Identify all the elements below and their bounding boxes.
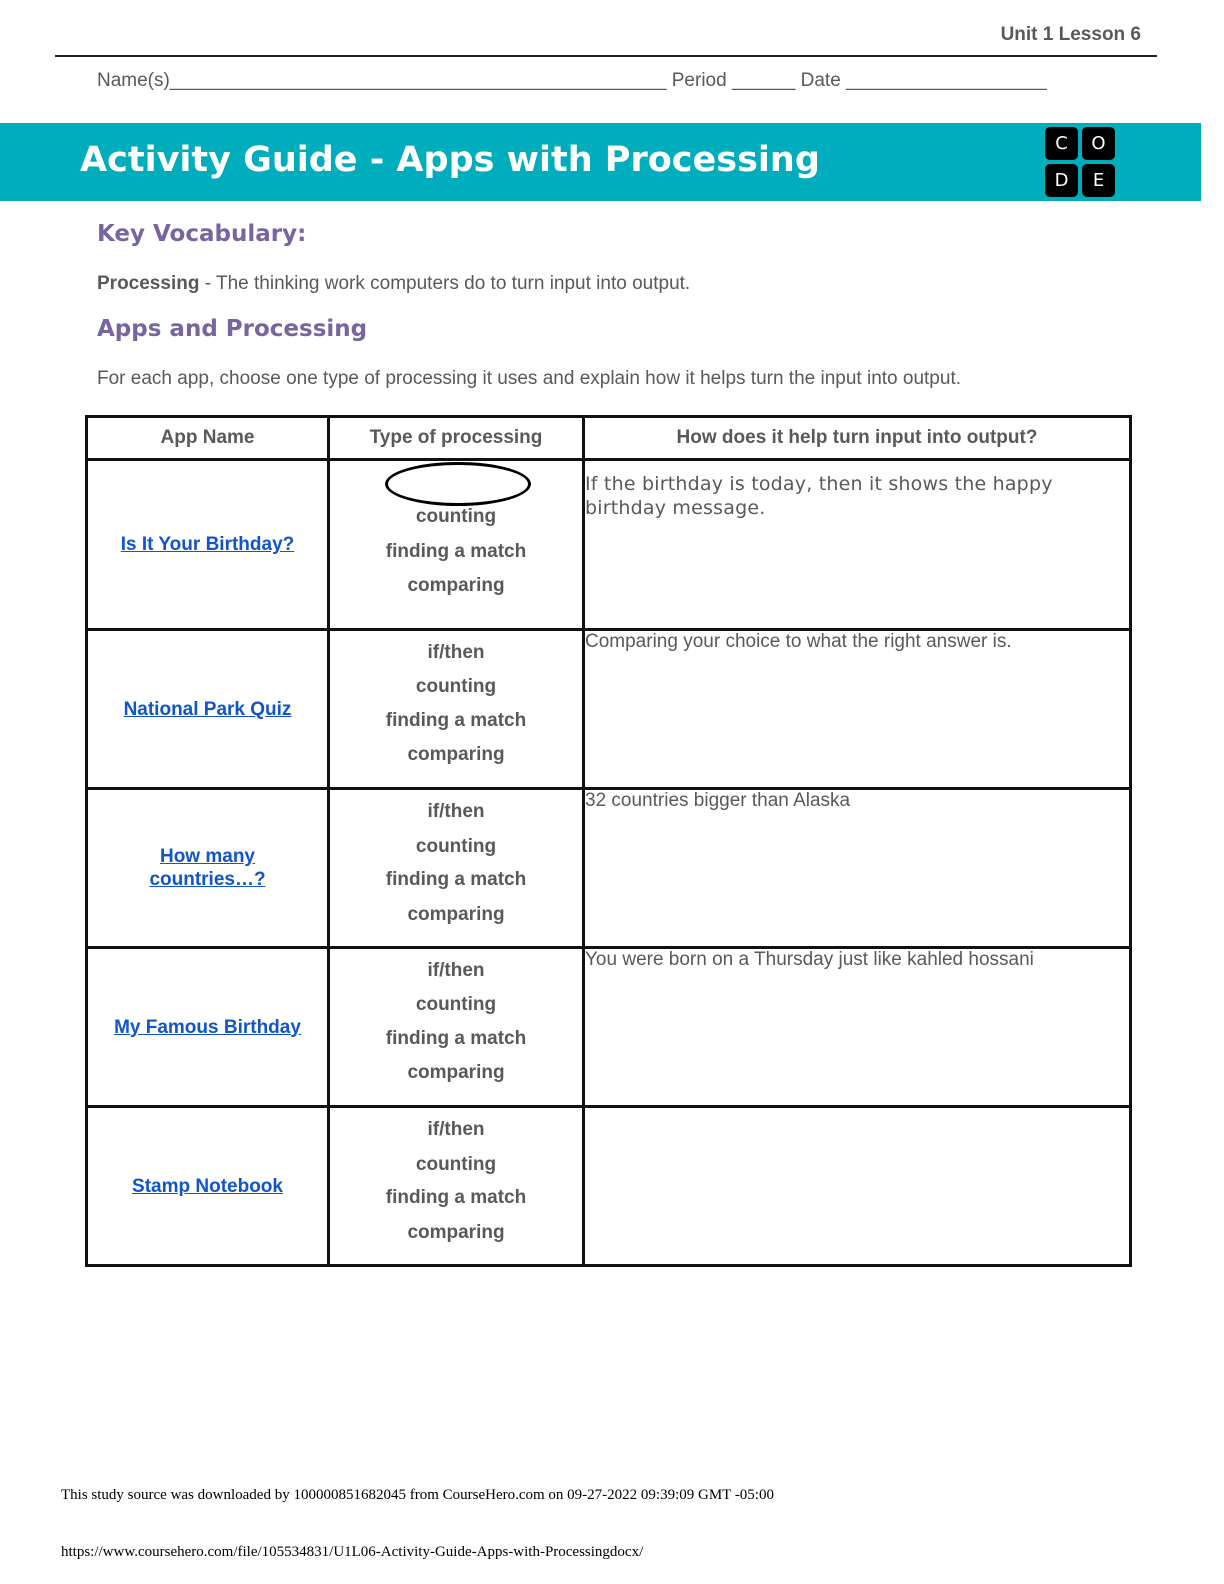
unit-lesson-label: Unit 1 Lesson 6 xyxy=(1000,24,1141,45)
logo-letter-c: C xyxy=(1045,127,1078,160)
answer-cell[interactable]: Comparing your choice to what the right answer is. xyxy=(584,630,1131,789)
processing-option: counting xyxy=(415,836,497,857)
processing-option: finding a match xyxy=(385,1187,527,1208)
vocab-definition xyxy=(97,273,690,295)
apps-processing-heading: Apps and Processing xyxy=(97,316,368,342)
footer-url-text: https://www.coursehero.com/file/105534831/U1L06-Activity-Guide-Apps-with-Processingdocx/ xyxy=(61,1544,644,1560)
name-period-date-line: Name(s)_______________________________________________ Period ______ Date ___________________ xyxy=(97,70,1047,91)
logo-letter-e: E xyxy=(1082,164,1115,197)
col-header-type: Type of processing xyxy=(329,417,584,460)
answer-cell[interactable]: If the birthday is today, then it shows the happy birthday message. xyxy=(584,460,1131,630)
selection-circle-mark xyxy=(385,462,531,506)
processing-type-cell xyxy=(329,789,584,948)
processing-option: if/then xyxy=(427,960,485,981)
code-org-logo xyxy=(1045,127,1117,199)
table-row xyxy=(87,460,1131,630)
processing-option: counting xyxy=(415,994,497,1015)
processing-option: comparing xyxy=(407,575,505,596)
table-row xyxy=(87,1107,1131,1266)
processing-option: counting xyxy=(415,676,497,697)
instructions-text: For each app, choose one type of processing it uses and explain how it helps turn the input into output. xyxy=(97,368,961,389)
answer-cell[interactable]: You were born on a Thursday just like kahled hossani xyxy=(584,948,1131,1107)
processing-option: finding a match xyxy=(385,541,527,562)
app-name-cell xyxy=(87,460,329,630)
processing-option: comparing xyxy=(407,1062,505,1083)
app-link[interactable]: National Park Quiz xyxy=(123,698,292,720)
processing-option: finding a match xyxy=(385,1028,527,1049)
app-name-cell xyxy=(87,1107,329,1266)
processing-option: finding a match xyxy=(385,710,527,731)
key-vocabulary-heading: Key Vocabulary: xyxy=(97,221,307,247)
processing-option: comparing xyxy=(407,744,505,765)
logo-letter-d: D xyxy=(1045,164,1078,197)
app-name-cell xyxy=(87,948,329,1107)
app-link[interactable]: How many countries…? xyxy=(149,846,266,890)
answer-cell[interactable]: 32 countries bigger than Alaska xyxy=(584,789,1131,948)
processing-option: finding a match xyxy=(385,869,527,890)
table-header-row xyxy=(87,417,1131,460)
processing-option: if/then xyxy=(427,1119,485,1140)
app-name-cell xyxy=(87,789,329,948)
processing-option: if/then xyxy=(427,801,485,822)
footer-source-text: This study source was downloaded by 100000851682045 from CourseHero.com on 09-27-2022 09:39:09 GMT -05:00 xyxy=(61,1487,774,1503)
table-row xyxy=(87,789,1131,948)
app-link[interactable]: Is It Your Birthday? xyxy=(120,534,295,555)
processing-type-cell xyxy=(329,630,584,789)
header-divider xyxy=(55,55,1157,57)
app-name-cell xyxy=(87,630,329,789)
processing-type-cell xyxy=(329,948,584,1107)
app-link[interactable]: Stamp Notebook xyxy=(132,1175,283,1197)
col-header-app-name: App Name xyxy=(87,417,329,460)
apps-table xyxy=(85,415,1132,1267)
vocab-term: Processing xyxy=(97,273,200,294)
col-header-how: How does it help turn input into output? xyxy=(584,417,1131,460)
table-row xyxy=(87,630,1131,789)
processing-option: counting xyxy=(415,506,497,527)
table-row xyxy=(87,948,1131,1107)
app-link[interactable]: My Famous Birthday xyxy=(114,1016,301,1038)
page-title: Activity Guide - Apps with Processing xyxy=(80,140,820,180)
processing-option: comparing xyxy=(407,1222,505,1243)
vocab-definition-text: - The thinking work computers do to turn input into output. xyxy=(199,273,691,294)
logo-letter-o: O xyxy=(1082,127,1115,160)
processing-option: comparing xyxy=(407,904,505,925)
processing-option: if/then xyxy=(427,642,485,663)
answer-cell[interactable] xyxy=(584,1107,1131,1266)
processing-type-cell xyxy=(329,1107,584,1266)
processing-option: counting xyxy=(415,1154,497,1175)
